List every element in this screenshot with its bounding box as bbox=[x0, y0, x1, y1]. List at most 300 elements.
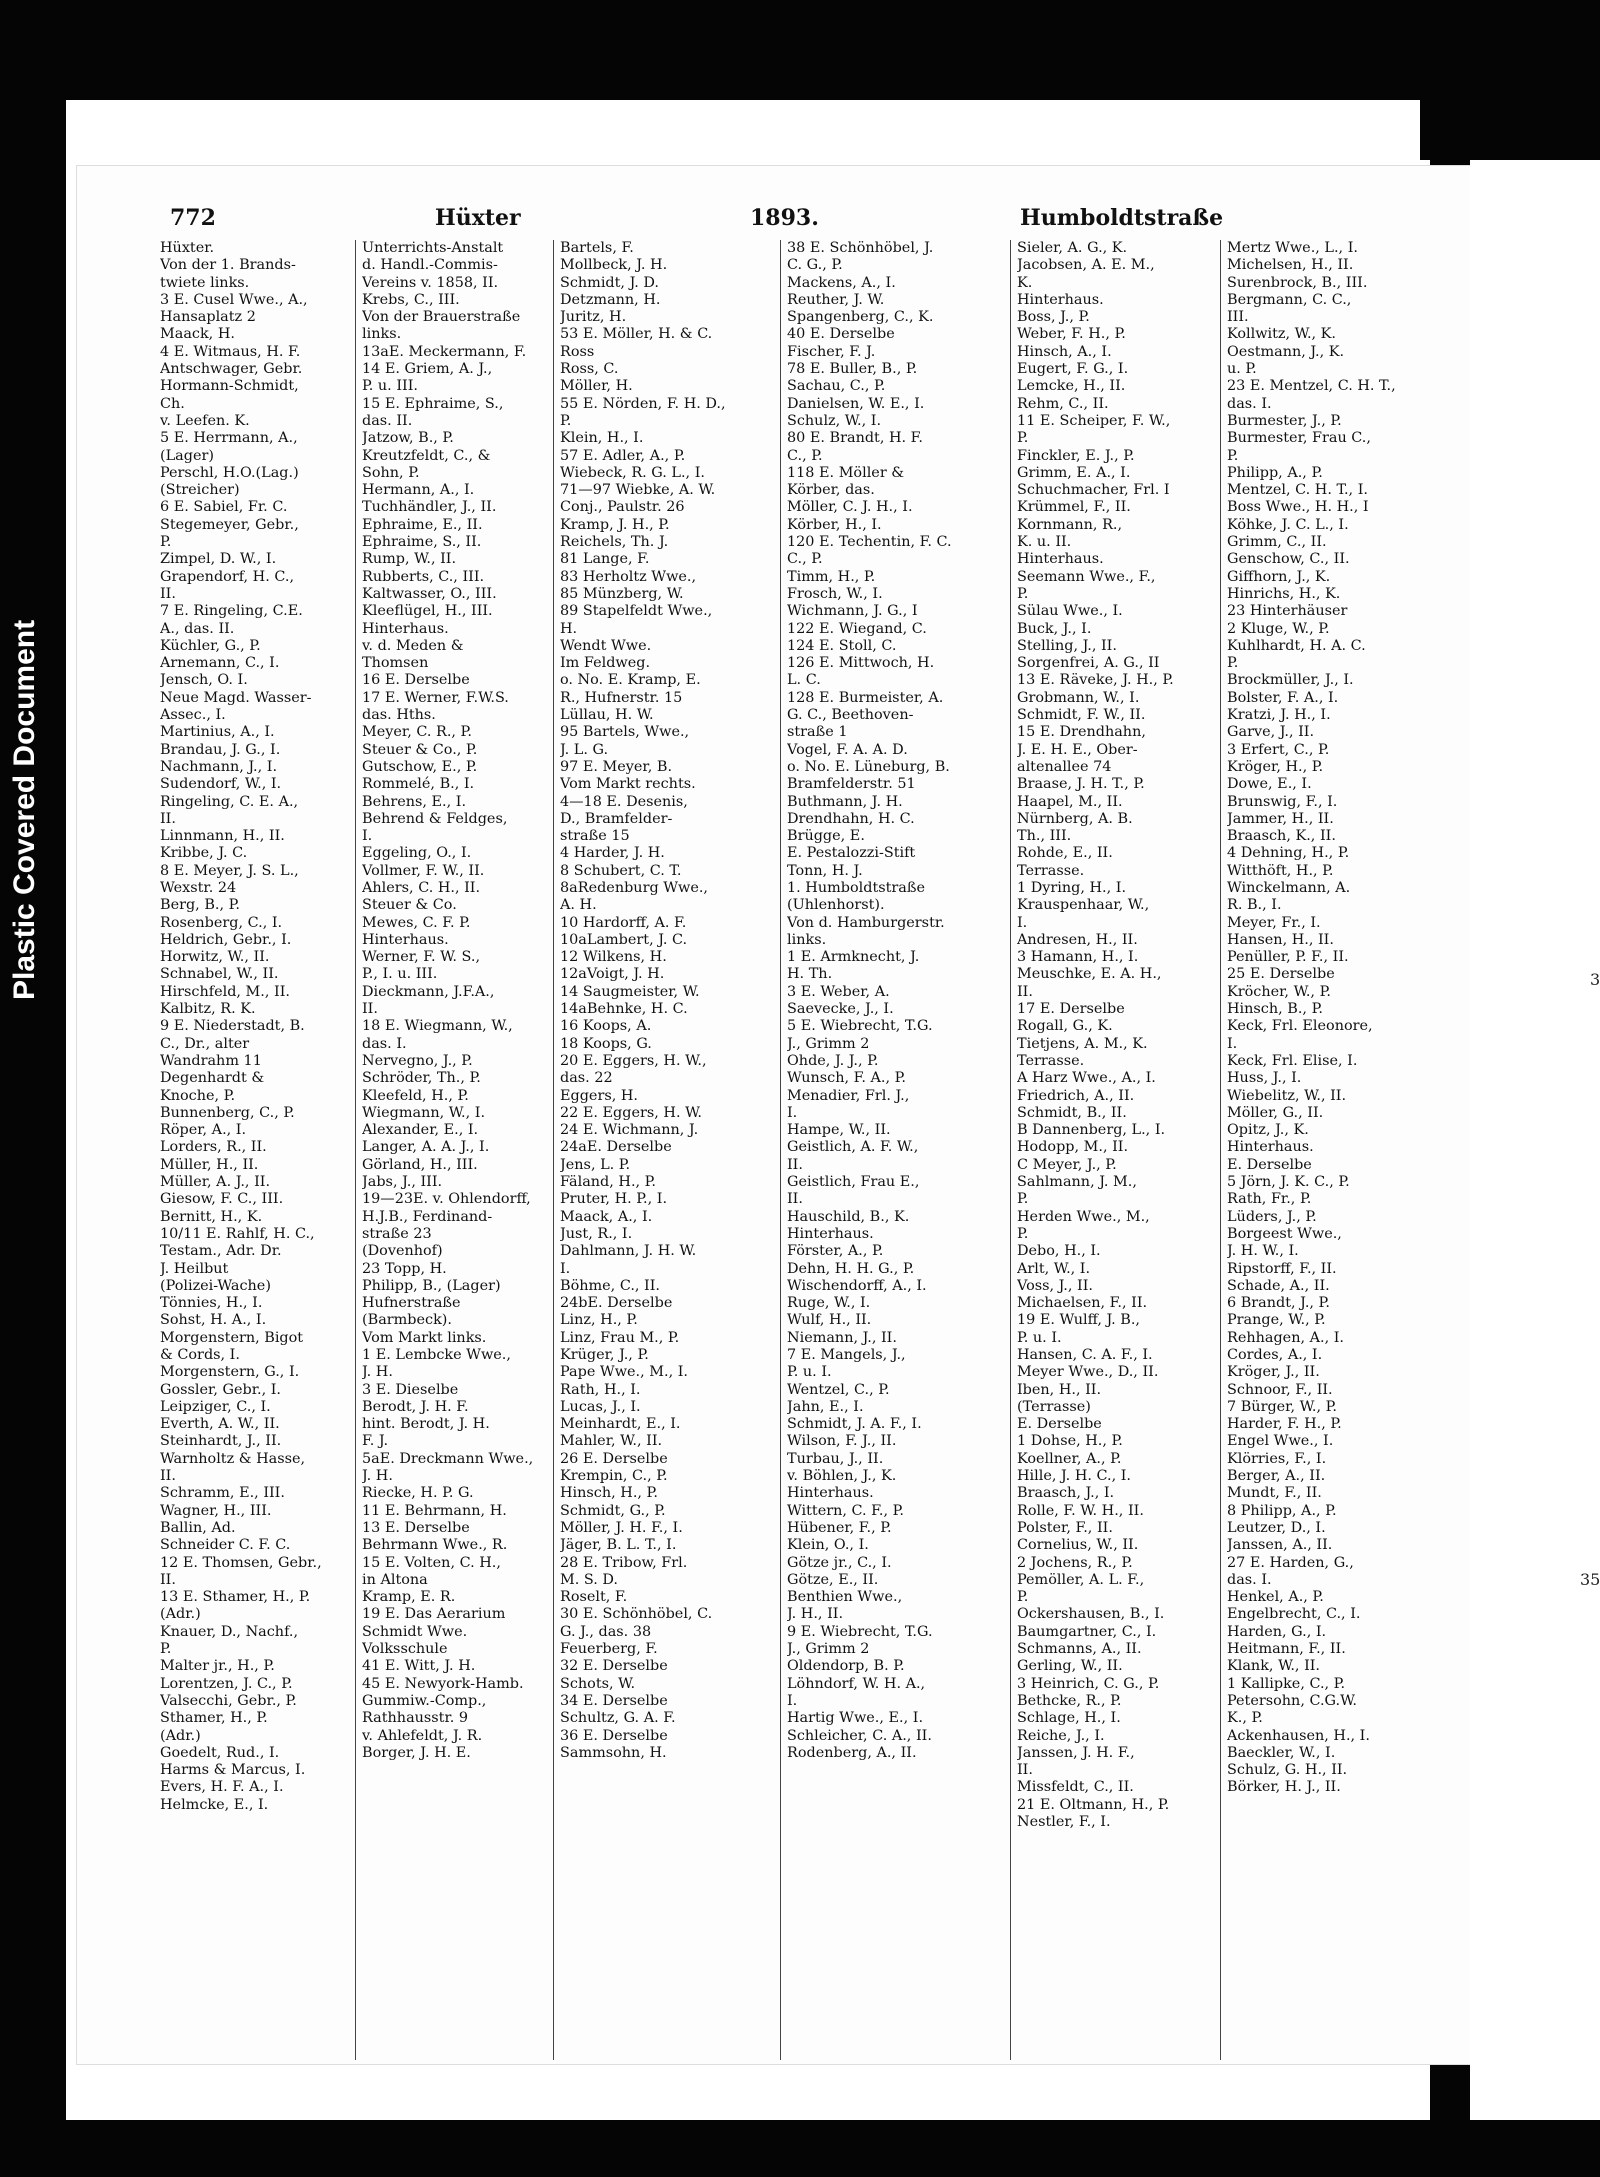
directory-entry: Müller, A. J., II. bbox=[160, 1174, 271, 1191]
directory-entry: 13 E. Räveke, J. H., P. bbox=[1017, 672, 1174, 689]
directory-entry: Meyer Wwe., D., II. bbox=[1017, 1364, 1159, 1381]
directory-entry: Wischendorff, A., I. bbox=[787, 1277, 927, 1294]
directory-entry: Jacobsen, A. E. M., bbox=[1017, 257, 1155, 274]
directory-entry: Buthmann, J. H. bbox=[787, 793, 903, 810]
directory-entry: Sieler, A. G., K. bbox=[1017, 240, 1128, 256]
directory-entry: Schade, A., II. bbox=[1227, 1277, 1330, 1294]
directory-entry: Janssen, A., II. bbox=[1227, 1537, 1333, 1554]
directory-entry: Terrasse. bbox=[1017, 862, 1085, 879]
directory-entry: das. I. bbox=[1227, 1571, 1272, 1588]
directory-entry: Bolster, F. A., I. bbox=[1227, 689, 1339, 706]
directory-entry: Stegemeyer, Gebr., bbox=[160, 516, 299, 533]
directory-entry: Saevecke, J., I. bbox=[787, 1001, 894, 1018]
directory-entry: Löhndorf, W. H. A., bbox=[787, 1675, 926, 1692]
directory-entry: Michelsen, H., II. bbox=[1227, 257, 1354, 274]
directory-column bbox=[787, 240, 967, 2060]
directory-entry: Meyer, Fr., I. bbox=[1227, 914, 1321, 931]
directory-entry: Mundt, F., II. bbox=[1227, 1485, 1322, 1502]
directory-entry: Kollwitz, W., K. bbox=[1227, 326, 1336, 343]
directory-entry: 3 Erfert, C., P. bbox=[1227, 741, 1330, 758]
directory-entry: (Adr.) bbox=[160, 1727, 201, 1744]
directory-entry: Seemann Wwe., F., bbox=[1017, 568, 1156, 585]
directory-entry: das. Hths. bbox=[362, 707, 436, 724]
directory-entry: P. bbox=[1227, 655, 1239, 672]
directory-entry: 17 E. Werner, F.W.S. bbox=[362, 689, 509, 706]
directory-entry: & Cords, I. bbox=[160, 1347, 240, 1363]
directory-entry: Prange, W., P. bbox=[1227, 1312, 1326, 1329]
directory-entry: Gummiw.-Comp., bbox=[362, 1692, 487, 1709]
directory-entry: 10 Hardorff, A. F. bbox=[560, 914, 687, 931]
directory-entry: Henkel, A., P. bbox=[1227, 1589, 1324, 1606]
directory-entry: Ross, C. bbox=[560, 361, 619, 378]
directory-entry: Borgeest Wwe., bbox=[1227, 1225, 1342, 1242]
directory-entry: C., P. bbox=[787, 551, 823, 568]
directory-entry: Rehhagen, A., I. bbox=[1227, 1329, 1344, 1346]
directory-entry: K., P. bbox=[1227, 1710, 1263, 1727]
directory-entry: Benthien Wwe., bbox=[787, 1589, 903, 1606]
directory-entry: Lüders, J., P. bbox=[1227, 1208, 1317, 1225]
directory-entry: C., Dr., alter bbox=[160, 1035, 250, 1052]
directory-entry: Köhke, J. C. L., I. bbox=[1227, 516, 1349, 533]
directory-entry: M. S. D. bbox=[560, 1571, 618, 1588]
directory-entry: Stelling, J., II. bbox=[1017, 637, 1117, 654]
facing-page-number: 3 bbox=[1590, 970, 1600, 989]
directory-entry: 122 E. Wiegand, C. bbox=[787, 620, 927, 637]
directory-entry: Kleeflügel, H., III. bbox=[362, 603, 493, 620]
directory-entry: 34 E. Derselbe bbox=[560, 1692, 668, 1709]
directory-entry: v. Böhlen, J., K. bbox=[787, 1468, 897, 1485]
directory-entry: Sahlmann, J. M., bbox=[1017, 1174, 1137, 1191]
directory-entry: Berg, B., P. bbox=[160, 897, 240, 914]
directory-entry: P. bbox=[1017, 585, 1029, 602]
directory-entry: Testam., Adr. Dr. bbox=[160, 1243, 282, 1260]
directory-entry: Zimpel, D. W., I. bbox=[160, 551, 277, 568]
directory-entry: Von d. Hamburgerstr. bbox=[787, 914, 945, 931]
directory-entry: Hormann-Schmidt, bbox=[160, 378, 299, 395]
directory-entry: Linz, H., P. bbox=[560, 1312, 638, 1329]
directory-entry: 23 E. Mentzel, C. H. T., bbox=[1227, 378, 1396, 395]
directory-entry: 28 E. Tribow, Frl. bbox=[560, 1554, 688, 1571]
directory-entry: Vom Markt links. bbox=[362, 1329, 487, 1346]
directory-entry: Jens, L. P. bbox=[560, 1156, 631, 1173]
directory-entry: Eggers, H. bbox=[560, 1087, 638, 1104]
directory-entry: Just, R., I. bbox=[560, 1225, 633, 1242]
directory-entry: 11 E. Scheiper, F. W., bbox=[1017, 412, 1171, 429]
directory-entry: Debo, H., I. bbox=[1017, 1243, 1101, 1260]
directory-entry: Meyer, C. R., P. bbox=[362, 724, 472, 741]
directory-entry: Leutzer, D., I. bbox=[1227, 1519, 1326, 1536]
directory-entry: 7 E. Ringeling, C.E. bbox=[160, 603, 303, 620]
directory-entry: Krümmel, F., II. bbox=[1017, 499, 1131, 516]
directory-entry: Böhme, C., II. bbox=[560, 1277, 660, 1294]
directory-entry: Horwitz, W., II. bbox=[160, 949, 270, 966]
directory-entry: Brandau, J. G., I. bbox=[160, 741, 281, 758]
directory-entry: Pemöller, A. L. F., bbox=[1017, 1571, 1145, 1588]
directory-entry: Möller, C. J. H., I. bbox=[787, 499, 913, 516]
directory-entry: (Uhlenhorst). bbox=[787, 897, 885, 914]
directory-entry: Ballin, Ad. bbox=[160, 1519, 236, 1536]
directory-entry: Gerling, W., II. bbox=[1017, 1658, 1123, 1675]
directory-entry: 57 E. Adler, A., P. bbox=[560, 447, 686, 464]
directory-entry: Kramp, J. H., P. bbox=[560, 516, 670, 533]
directory-entry: Körber, H., I. bbox=[787, 516, 882, 533]
directory-entry: 32 E. Derselbe bbox=[560, 1658, 668, 1675]
directory-entry: Warnholtz & Hasse, bbox=[160, 1450, 306, 1467]
directory-column bbox=[160, 240, 340, 2060]
directory-entry: Riecke, H. P. G. bbox=[362, 1485, 474, 1502]
directory-entry: 22 E. Eggers, H. W. bbox=[560, 1104, 702, 1121]
directory-entry: Hodopp, M., II. bbox=[1017, 1139, 1129, 1156]
directory-entry: Bergmann, C. C., bbox=[1227, 291, 1352, 308]
directory-entry: Sudendorf, W., I. bbox=[160, 776, 282, 793]
directory-entry: 18 Koops, G. bbox=[560, 1035, 652, 1052]
directory-entry: Bartels, F. bbox=[560, 240, 634, 256]
directory-entry: H. Th. bbox=[787, 966, 833, 983]
directory-entry: 71—97 Wiebke, A. W. bbox=[560, 482, 716, 499]
directory-entry: Rodenberg, A., II. bbox=[787, 1744, 917, 1761]
directory-entry: Boss Wwe., H. H., I bbox=[1227, 499, 1369, 516]
directory-entry: Kröger, H., P. bbox=[1227, 758, 1324, 775]
directory-entry: 11 E. Behrmann, H. bbox=[362, 1502, 507, 1519]
directory-entry: 85 Münzberg, W. bbox=[560, 585, 684, 602]
directory-entry: 3 E. Cusel Wwe., A., bbox=[160, 291, 308, 308]
directory-entry: Ohde, J. J., P. bbox=[787, 1052, 879, 1069]
directory-entry: Hinterhaus. bbox=[787, 1225, 874, 1242]
directory-entry: Rath, H., I. bbox=[560, 1381, 641, 1398]
directory-entry: P. bbox=[1017, 430, 1029, 447]
directory-entry: twiete links. bbox=[160, 274, 250, 291]
directory-entry: Schlage, H., I. bbox=[1017, 1710, 1121, 1727]
directory-entry: Tonn, H. J. bbox=[787, 862, 863, 879]
directory-entry: 25 E. Derselbe bbox=[1227, 966, 1335, 983]
directory-entry: Borger, J. H. E. bbox=[362, 1744, 471, 1761]
directory-entry: Kramp, E. R. bbox=[362, 1589, 456, 1606]
directory-entry: Rathhausstr. 9 bbox=[362, 1710, 469, 1727]
directory-entry: das. I. bbox=[1227, 395, 1272, 412]
directory-entry: L. C. bbox=[787, 672, 821, 689]
directory-column bbox=[1017, 240, 1197, 2060]
directory-entry: Feuerberg, F. bbox=[560, 1641, 658, 1658]
directory-entry: Engel Wwe., I. bbox=[1227, 1433, 1334, 1450]
directory-entry: straße 1 bbox=[787, 724, 848, 741]
directory-entry: Mentzel, C. H. T., I. bbox=[1227, 482, 1368, 499]
directory-entry: J. H. bbox=[362, 1364, 393, 1381]
directory-entry: Hüxter. bbox=[160, 240, 215, 256]
directory-entry: Behrens, E., I. bbox=[362, 793, 467, 810]
directory-column bbox=[362, 240, 542, 2060]
directory-entry: Friedrich, A., II. bbox=[1017, 1087, 1135, 1104]
directory-entry: Hinsch, A., I. bbox=[1017, 343, 1112, 360]
directory-entry: (Adr.) bbox=[160, 1606, 201, 1623]
directory-entry: R. B., I. bbox=[1227, 897, 1282, 914]
directory-entry: Wentzel, C., P. bbox=[787, 1381, 890, 1398]
directory-entry: Grobmann, W., I. bbox=[1017, 689, 1140, 706]
directory-entry: Braasch, K., II. bbox=[1227, 828, 1336, 845]
directory-entry: Götze, E., II. bbox=[787, 1571, 879, 1588]
directory-entry: v. d. Meden & bbox=[362, 637, 464, 654]
directory-entry: P. u. I. bbox=[787, 1364, 832, 1381]
directory-entry: Burmester, J., P. bbox=[1227, 412, 1342, 429]
directory-entry: Rump, W., II. bbox=[362, 551, 457, 568]
directory-entry: Danielsen, W. E., I. bbox=[787, 395, 925, 412]
directory-entry: Sorgenfrei, A. G., II bbox=[1017, 655, 1160, 672]
directory-entry: Schneider C. F. C. bbox=[160, 1537, 291, 1554]
directory-entry: Mollbeck, J. H. bbox=[560, 257, 668, 274]
directory-entry: C., P. bbox=[787, 447, 823, 464]
directory-entry: 40 E. Derselbe bbox=[787, 326, 895, 343]
directory-entry: P. bbox=[560, 412, 572, 429]
directory-entry: Burmester, Frau C., bbox=[1227, 430, 1371, 447]
directory-entry: P. bbox=[1017, 1225, 1029, 1242]
directory-entry: Thomsen bbox=[362, 655, 429, 672]
directory-entry: 38 E. Schönhöbel, J. bbox=[787, 240, 934, 256]
directory-entry: Hinterhaus. bbox=[787, 1485, 874, 1502]
directory-entry: Dieckmann, J.F.A., bbox=[362, 983, 495, 1000]
directory-entry: Arlt, W., I. bbox=[1017, 1260, 1091, 1277]
directory-entry: Harms & Marcus, I. bbox=[160, 1762, 306, 1779]
directory-entry: Linz, Frau M., P. bbox=[560, 1329, 680, 1346]
directory-entry: 126 E. Mittwoch, H. bbox=[787, 655, 935, 672]
directory-entry: Oestmann, J., K. bbox=[1227, 343, 1345, 360]
directory-entry: 9 E. Wiebrecht, T.G. bbox=[787, 1623, 933, 1640]
directory-column bbox=[560, 240, 740, 2060]
directory-entry: Gossler, Gebr., I. bbox=[160, 1381, 281, 1398]
directory-entry: Reichels, Th. J. bbox=[560, 534, 669, 551]
directory-entry: I. bbox=[1227, 1035, 1238, 1052]
directory-entry: Unterrichts-Anstalt bbox=[362, 240, 504, 256]
directory-entry: Martinius, A., I. bbox=[160, 724, 275, 741]
directory-entry: 13 E. Sthamer, H., P. bbox=[160, 1589, 311, 1606]
directory-entry: Reiche, J., I. bbox=[1017, 1727, 1105, 1744]
directory-entry: Ripstorff, F., II. bbox=[1227, 1260, 1337, 1277]
directory-entry: Berger, A., II. bbox=[1227, 1468, 1326, 1485]
directory-entry: Ringeling, C. E. A., bbox=[160, 793, 299, 810]
directory-entry: Volksschule bbox=[362, 1641, 448, 1658]
directory-entry: K. u. II. bbox=[1017, 534, 1072, 551]
directory-entry: Detzmann, H. bbox=[560, 291, 661, 308]
directory-entry: Wexstr. 24 bbox=[160, 879, 237, 896]
directory-entry: Perschl, H.O.(Lag.) bbox=[160, 464, 299, 481]
directory-entry: Schuchmacher, Frl. I bbox=[1017, 482, 1170, 499]
directory-entry: Hinterhaus. bbox=[1017, 291, 1104, 308]
directory-entry: Goedelt, Rud., I. bbox=[160, 1744, 280, 1761]
directory-entry: 8 Philipp, A., P. bbox=[1227, 1502, 1337, 1519]
directory-entry: Von der Brauerstraße bbox=[362, 309, 521, 326]
directory-entry: Hinterhaus. bbox=[1017, 551, 1104, 568]
directory-entry: P. bbox=[1017, 1589, 1029, 1606]
directory-entry: Berodt, J. H. F. bbox=[362, 1398, 469, 1415]
directory-entry: Wagner, H., III. bbox=[160, 1502, 272, 1519]
directory-entry: Schröder, Th., P. bbox=[362, 1070, 481, 1087]
directory-entry: Körber, das. bbox=[787, 482, 875, 499]
directory-entry: Th., III. bbox=[1017, 828, 1072, 845]
directory-entry: Jäger, B. L. T., I. bbox=[560, 1537, 677, 1554]
directory-entry: Rosenberg, C., I. bbox=[160, 914, 283, 931]
directory-entry: Engelbrecht, C., I. bbox=[1227, 1606, 1361, 1623]
directory-entry: Janssen, J. H. F., bbox=[1017, 1744, 1135, 1761]
directory-entry: 1 Dyring, H., I. bbox=[1017, 879, 1127, 896]
directory-entry: hint. Berodt, J. H. bbox=[362, 1416, 490, 1433]
directory-entry: Petersohn, C.G.W. bbox=[1227, 1692, 1357, 1709]
directory-entry: J., Grimm 2 bbox=[787, 1035, 870, 1052]
directory-entry: Bunnenberg, C., P. bbox=[160, 1104, 295, 1121]
directory-entry: H.J.B., Ferdinand- bbox=[362, 1208, 493, 1225]
directory-entry: 9 E. Niederstadt, B. bbox=[160, 1018, 305, 1035]
directory-entry: 8aRedenburg Wwe., bbox=[560, 879, 709, 896]
column-rule bbox=[355, 240, 356, 2060]
directory-entry: 20 E. Eggers, H. W., bbox=[560, 1052, 707, 1069]
directory-entry: 1 Dohse, H., P. bbox=[1017, 1433, 1123, 1450]
directory-entry: Terrasse. bbox=[1017, 1052, 1085, 1069]
directory-entry: Schmanns, A., II. bbox=[1017, 1641, 1142, 1658]
column-rule bbox=[1010, 240, 1011, 2060]
directory-entry: C. G., P. bbox=[787, 257, 843, 274]
directory-entry: Steuer & Co., P. bbox=[362, 741, 478, 758]
scan-border-top bbox=[0, 0, 1600, 100]
directory-entry: Klein, H., I. bbox=[560, 430, 644, 447]
directory-entry: Winckelmann, A. bbox=[1227, 879, 1351, 896]
directory-entry: Schulz, W., I. bbox=[787, 412, 882, 429]
directory-entry: Morgenstern, Bigot bbox=[160, 1329, 304, 1346]
directory-entry: Schnabel, W., II. bbox=[160, 966, 279, 983]
directory-entry: Eggeling, O., I. bbox=[362, 845, 472, 862]
directory-entry: Cordes, A., I. bbox=[1227, 1347, 1323, 1363]
directory-entry: Schmidt Wwe. bbox=[362, 1623, 468, 1640]
directory-entry: Malter jr., H., P. bbox=[160, 1658, 275, 1675]
directory-entry: Schleicher, C. A., II. bbox=[787, 1727, 932, 1744]
directory-entry: o. No. E. Lüneburg, B. bbox=[787, 758, 950, 775]
directory-entry: Braase, J. H. T., P. bbox=[1017, 776, 1145, 793]
directory-entry: Conj., Paulstr. 26 bbox=[560, 499, 685, 516]
directory-entry: Mewes, C. F. P. bbox=[362, 914, 471, 931]
directory-entry: Timm, H., P. bbox=[787, 568, 876, 585]
directory-entry: Tietjens, A. M., K. bbox=[1017, 1035, 1148, 1052]
directory-entry: Lucas, J., I. bbox=[560, 1398, 641, 1415]
directory-entry: Hinrichs, H., K. bbox=[1227, 585, 1341, 602]
facing-page-strip bbox=[1470, 160, 1600, 2120]
directory-entry: Fäland, H., P. bbox=[560, 1174, 657, 1191]
directory-entry: 5 E. Herrmann, A., bbox=[160, 430, 298, 447]
directory-entry: J. L. G. bbox=[560, 741, 609, 758]
directory-entry: Wunsch, F. A., P. bbox=[787, 1070, 906, 1087]
directory-entry: Turbau, J., II. bbox=[787, 1450, 884, 1467]
directory-entry: Eugert, F. G., I. bbox=[1017, 361, 1129, 378]
directory-entry: Witthöft, H., P. bbox=[1227, 862, 1334, 879]
directory-entry: 23 Topp, H. bbox=[362, 1260, 447, 1277]
directory-entry: Steinhardt, J., II. bbox=[160, 1433, 282, 1450]
directory-entry: Röper, A., I. bbox=[160, 1122, 247, 1139]
directory-entry: Morgenstern, G., I. bbox=[160, 1364, 300, 1381]
directory-entry: Geistlich, A. F. W., bbox=[787, 1139, 919, 1156]
directory-entry: Brügge, E. bbox=[787, 828, 865, 845]
directory-entry: Andresen, H., II. bbox=[1017, 931, 1138, 948]
directory-entry: Möller, G., II. bbox=[1227, 1104, 1324, 1121]
directory-entry: Ephraime, S., II. bbox=[362, 534, 482, 551]
directory-entry: 24aE. Derselbe bbox=[560, 1139, 672, 1156]
directory-entry: Krauspenhaar, W., bbox=[1017, 897, 1150, 914]
directory-entry: 41 E. Witt, J. H. bbox=[362, 1658, 476, 1675]
directory-entry: Kröcher, W., P. bbox=[1227, 983, 1331, 1000]
directory-entry: 78 E. Buller, B., P. bbox=[787, 361, 918, 378]
directory-entry: o. No. E. Kramp, E. bbox=[560, 672, 701, 689]
directory-entry: 1 E. Armknecht, J. bbox=[787, 949, 920, 966]
directory-entry: 4—18 E. Desenis, bbox=[560, 793, 688, 810]
directory-entry: Schmidt, J. A. F., I. bbox=[787, 1416, 922, 1433]
directory-entry: Brunswig, F., I. bbox=[1227, 793, 1338, 810]
directory-entry: Evers, H. F. A., I. bbox=[160, 1779, 284, 1796]
directory-entry: Huss, J., I. bbox=[1227, 1070, 1302, 1087]
directory-entry: 16 Koops, A. bbox=[560, 1018, 652, 1035]
directory-entry: I. bbox=[560, 1260, 571, 1277]
page-number: 772 bbox=[170, 205, 216, 231]
directory-entry: das. II. bbox=[362, 412, 413, 429]
directory-entry: Voss, J., II. bbox=[1017, 1277, 1093, 1294]
directory-entry: Spangenberg, C., K. bbox=[787, 309, 934, 326]
directory-entry: Ackenhausen, H., I. bbox=[1227, 1727, 1370, 1744]
directory-entry: Sthamer, H., P. bbox=[160, 1710, 268, 1727]
directory-entry: Klein, O., I. bbox=[787, 1537, 869, 1554]
column-rule bbox=[780, 240, 781, 2060]
directory-entry: Rolle, F. W. H., II. bbox=[1017, 1502, 1144, 1519]
directory-entry: Maack, A., I. bbox=[560, 1208, 653, 1225]
directory-entry: Hufnerstraße bbox=[362, 1295, 461, 1312]
directory-entry: Wittern, C. F., P. bbox=[787, 1502, 904, 1519]
plastic-covered-label: Plastic Covered Document bbox=[8, 619, 41, 1000]
directory-entry: 27 E. Harden, G., bbox=[1227, 1554, 1354, 1571]
directory-entry: Görland, H., III. bbox=[362, 1156, 478, 1173]
directory-entry: Wiegmann, W., I. bbox=[362, 1104, 486, 1121]
directory-entry: 124 E. Stoll, C. bbox=[787, 637, 897, 654]
directory-entry: J. Heilbut bbox=[160, 1260, 229, 1277]
directory-entry: Frosch, W., I. bbox=[787, 585, 883, 602]
directory-entry: Arnemann, C., I. bbox=[160, 655, 280, 672]
directory-entry: P. bbox=[160, 1641, 172, 1658]
directory-entry: 18 E. Wiegmann, W., bbox=[362, 1018, 513, 1035]
directory-entry: 97 E. Meyer, B. bbox=[560, 758, 673, 775]
directory-entry: Kalbitz, R. K. bbox=[160, 1001, 256, 1018]
directory-entry: Wiebeck, R. G. L., I. bbox=[560, 464, 705, 481]
directory-entry: Schulz, G. H., II. bbox=[1227, 1762, 1348, 1779]
directory-entry: 5 Jörn, J. K. C., P. bbox=[1227, 1174, 1350, 1191]
directory-entry: d. Handl.-Commis- bbox=[362, 257, 498, 274]
directory-entry: Von der 1. Brands- bbox=[160, 257, 296, 274]
directory-entry: 8 Schubert, C. T. bbox=[560, 862, 682, 879]
directory-entry: Giffhorn, J., K. bbox=[1227, 568, 1331, 585]
directory-entry: 120 E. Techentin, F. C. bbox=[787, 534, 952, 551]
directory-entry: Juritz, H. bbox=[560, 309, 627, 326]
directory-entry: 5aE. Dreckmann Wwe., bbox=[362, 1450, 534, 1467]
directory-entry: Jahn, E., I. bbox=[787, 1398, 864, 1415]
directory-entry: Herden Wwe., M., bbox=[1017, 1208, 1150, 1225]
directory-entry: Vogel, F. A. A. D. bbox=[787, 741, 908, 758]
directory-entry: 6 Brandt, J., P. bbox=[1227, 1295, 1330, 1312]
directory-entry: 13aE. Meckermann, F. bbox=[362, 343, 527, 360]
directory-entry: Tuchhändler, J., II. bbox=[362, 499, 497, 516]
directory-entry: 4 Harder, J. H. bbox=[560, 845, 665, 862]
directory-entry: E. Derselbe bbox=[1227, 1156, 1312, 1173]
directory-entry: J. H. W., I. bbox=[1227, 1243, 1299, 1260]
directory-entry: Hermann, A., I. bbox=[362, 482, 475, 499]
directory-entry: II. bbox=[787, 1156, 803, 1173]
directory-entry: Sammsohn, H. bbox=[560, 1744, 667, 1761]
directory-entry: Klank, W., II. bbox=[1227, 1658, 1321, 1675]
directory-entry: 128 E. Burmeister, A. bbox=[787, 689, 944, 706]
column-rule bbox=[553, 240, 554, 2060]
directory-entry: 89 Stapelfeldt Wwe., bbox=[560, 603, 713, 620]
directory-entry: (Polizei-Wache) bbox=[160, 1277, 271, 1294]
directory-entry: Schmidt, B., II. bbox=[1017, 1104, 1127, 1121]
directory-entry: Philipp, A., P. bbox=[1227, 464, 1323, 481]
